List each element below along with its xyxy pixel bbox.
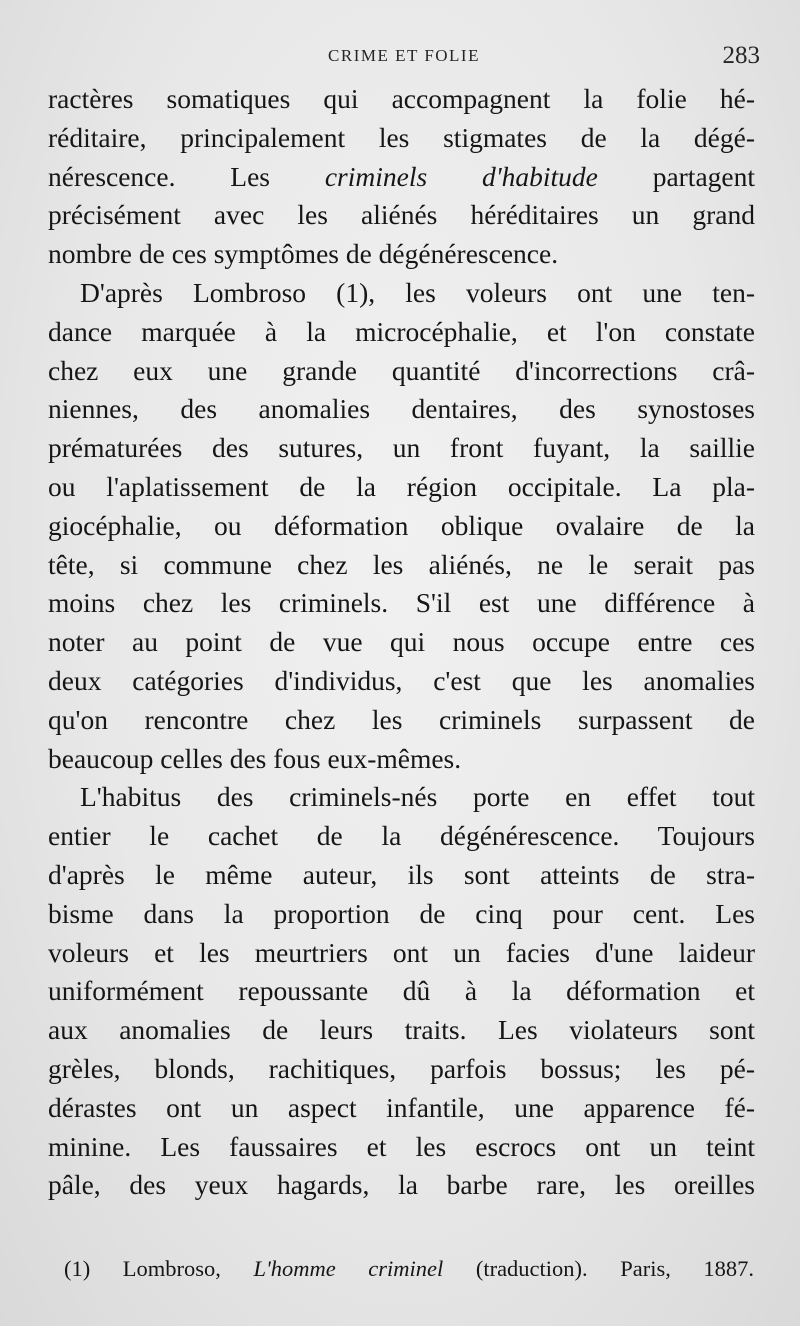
text-line: uniformément repoussante dû à la déformation et xyxy=(48,975,755,1007)
text-line: réditaire, principalement les stigmates de la dégé- xyxy=(48,121,755,153)
body-text xyxy=(48,80,755,1205)
text-line: beaucoup celles des fous eux-mêmes. xyxy=(48,742,462,774)
text-line: minine. Les faussaires et les escrocs ont un teint xyxy=(48,1130,755,1162)
text-line: qu'on rencontre chez les criminels surpassent de xyxy=(48,703,755,735)
text-line: nombre de ces symptômes de dégénérescence. xyxy=(48,238,559,270)
italic-phrase: criminels d'habitude xyxy=(324,160,598,192)
text-segment: nérescence. Les xyxy=(48,160,325,192)
paragraph-start-line: L'habitus des criminels-nés porte en effet tout xyxy=(80,781,755,813)
text-line: tête, si commune chez les aliénés, ne le serait pas xyxy=(48,548,755,580)
running-head xyxy=(48,40,760,76)
text-line: prématurées des sutures, un front fuyant, la saillie xyxy=(48,432,755,464)
footnote-book-title: L'homme criminel xyxy=(253,1256,444,1281)
text-line: dance marquée à la microcéphalie, et l'on constate xyxy=(48,315,755,347)
text-line: entier le cachet de la dégénérescence. Toujours xyxy=(48,820,755,852)
text-line: voleurs et les meurtriers ont un facies d'une laideur xyxy=(48,936,755,968)
footnote-text: (1) Lombroso, xyxy=(64,1256,254,1281)
text-line: bisme dans la proportion de cinq pour cent. Les xyxy=(48,897,755,929)
text-line: dérastes ont un aspect infantile, une apparence fé- xyxy=(48,1091,755,1123)
paragraph-start-line: D'après Lombroso (1), les voleurs ont une ten- xyxy=(80,276,755,308)
text-segment: partagent xyxy=(597,160,756,192)
text-line: pâle, des yeux hagards, la barbe rare, les oreilles xyxy=(48,1169,755,1201)
text-line: giocéphalie, ou déformation oblique ovalaire de la xyxy=(48,509,755,541)
text-line: aux anomalies de leurs traits. Les violateurs sont xyxy=(48,1014,755,1046)
text-line: d'après le même auteur, ils sont atteints de stra- xyxy=(48,858,755,890)
running-title: CRIME ET FOLIE xyxy=(328,46,480,65)
text-line: niennes, des anomalies dentaires, des synostoses xyxy=(48,393,755,425)
text-line: ou l'aplatissement de la région occipitale. La pla- xyxy=(48,470,755,502)
footnote xyxy=(64,1252,754,1286)
text-line: grèles, blonds, rachitiques, parfois bossus; les pé- xyxy=(48,1052,755,1084)
text-line: deux catégories d'individus, c'est que les anomalies xyxy=(48,664,755,696)
footnote-text: (traduction). Paris, 1887. xyxy=(443,1256,755,1281)
page-number: 283 xyxy=(722,42,760,69)
text-line: moins chez les criminels. S'il est une différence à xyxy=(48,587,755,619)
text-line: précisément avec les aliénés héréditaires un grand xyxy=(48,199,755,231)
text-line xyxy=(48,158,755,197)
text-line: noter au point de vue qui nous occupe entre ces xyxy=(48,626,755,658)
text-line: ractères somatiques qui accompagnent la folie hé- xyxy=(48,83,755,114)
text-line: chez eux une grande quantité d'incorrections crâ- xyxy=(48,354,755,386)
